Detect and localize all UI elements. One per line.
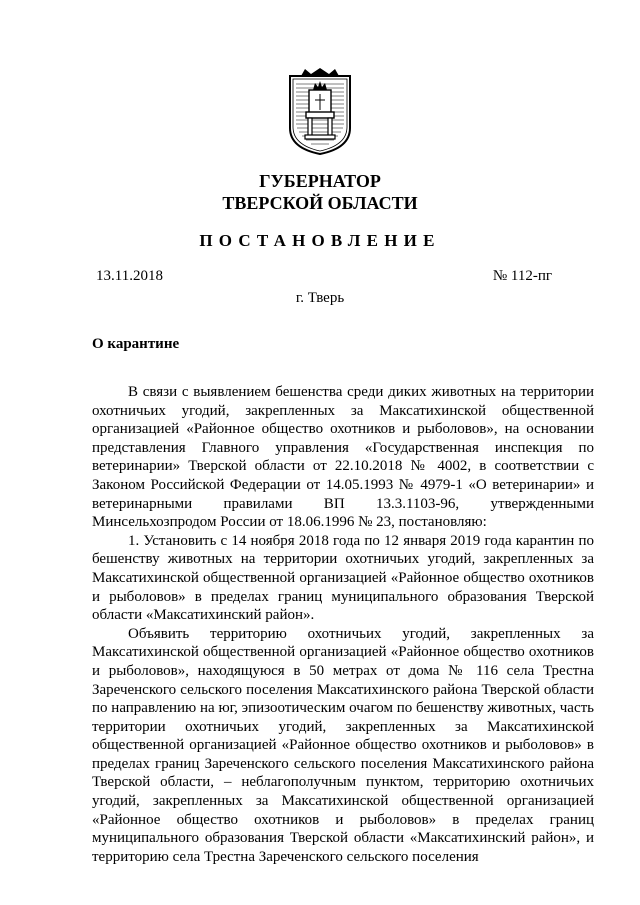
document-date: 13.11.2018 — [96, 268, 163, 284]
document-subject: О карантине — [92, 336, 180, 352]
document-type-title: ПОСТАНОВЛЕНИЕ — [199, 231, 441, 250]
tver-coat-of-arms-icon — [287, 68, 353, 156]
document-body — [92, 383, 594, 866]
document-city: г. Тверь — [295, 290, 345, 306]
document-number: № 112-пг — [492, 268, 552, 284]
governor-title: ГУБЕРНАТОР — [259, 171, 381, 191]
region-title: ТВЕРСКОЙ ОБЛАСТИ — [222, 193, 418, 213]
body-paragraph: Объявить территорию охотничьих угодий, закрепленных за Максатихинской общественной организацией «Районное общество охотников и рыболовов», находящуюся в 50 метрах от дома № 116 села Трестна Зареченского сельского поселения Максатихинского района Тверской области по направлению на юг, эпизоотическим очагом по бешенству животных, часть территории охотничьих угодий, закрепленных за Максатихинской общественной организацией «Районное общество охотников и рыболовов» в пределах границ Зареченского сельского поселения Максатихинского района Тверской области, – неблагополучным пунктом, территорию охотничьих угодий, закрепленных за Максатихинской общественной организацией «Районное общество охотников и рыболовов» в пределах границ муниципального образования Тверской области «Максатихинский район», и территорию села Трестна Зареченского сельского поселения — [92, 625, 594, 865]
body-paragraph: В связи с выявлением бешенства среди диких животных на территории охотничьих угодий, закрепленных за Максатихинской общественной организацией «Районное общество охотников и рыболовов», на основании представления Главного управления «Государственная инспекция по ветеринарии» Тверской области от 22.10.2018 № 4002, в соответствии с Законом Российской Федерации от 14.05.1993 № 4979-1 «О ветеринарии» и ветеринарными правилами ВП 13.3.1103-96, утвержденными Минсельхозпродом России от 18.06.1996 № 23, постановляю: — [92, 384, 594, 531]
body-paragraph: 1. Установить с 14 ноября 2018 года по 12 января 2019 года карантин по бешенству животных на территории охотничьих угодий, закрепленных за Максатихинской общественной организацией «Районное общество охотников и рыболовов» в пределах границ муниципального образования Тверской области «Максатихинский район». — [92, 532, 594, 624]
